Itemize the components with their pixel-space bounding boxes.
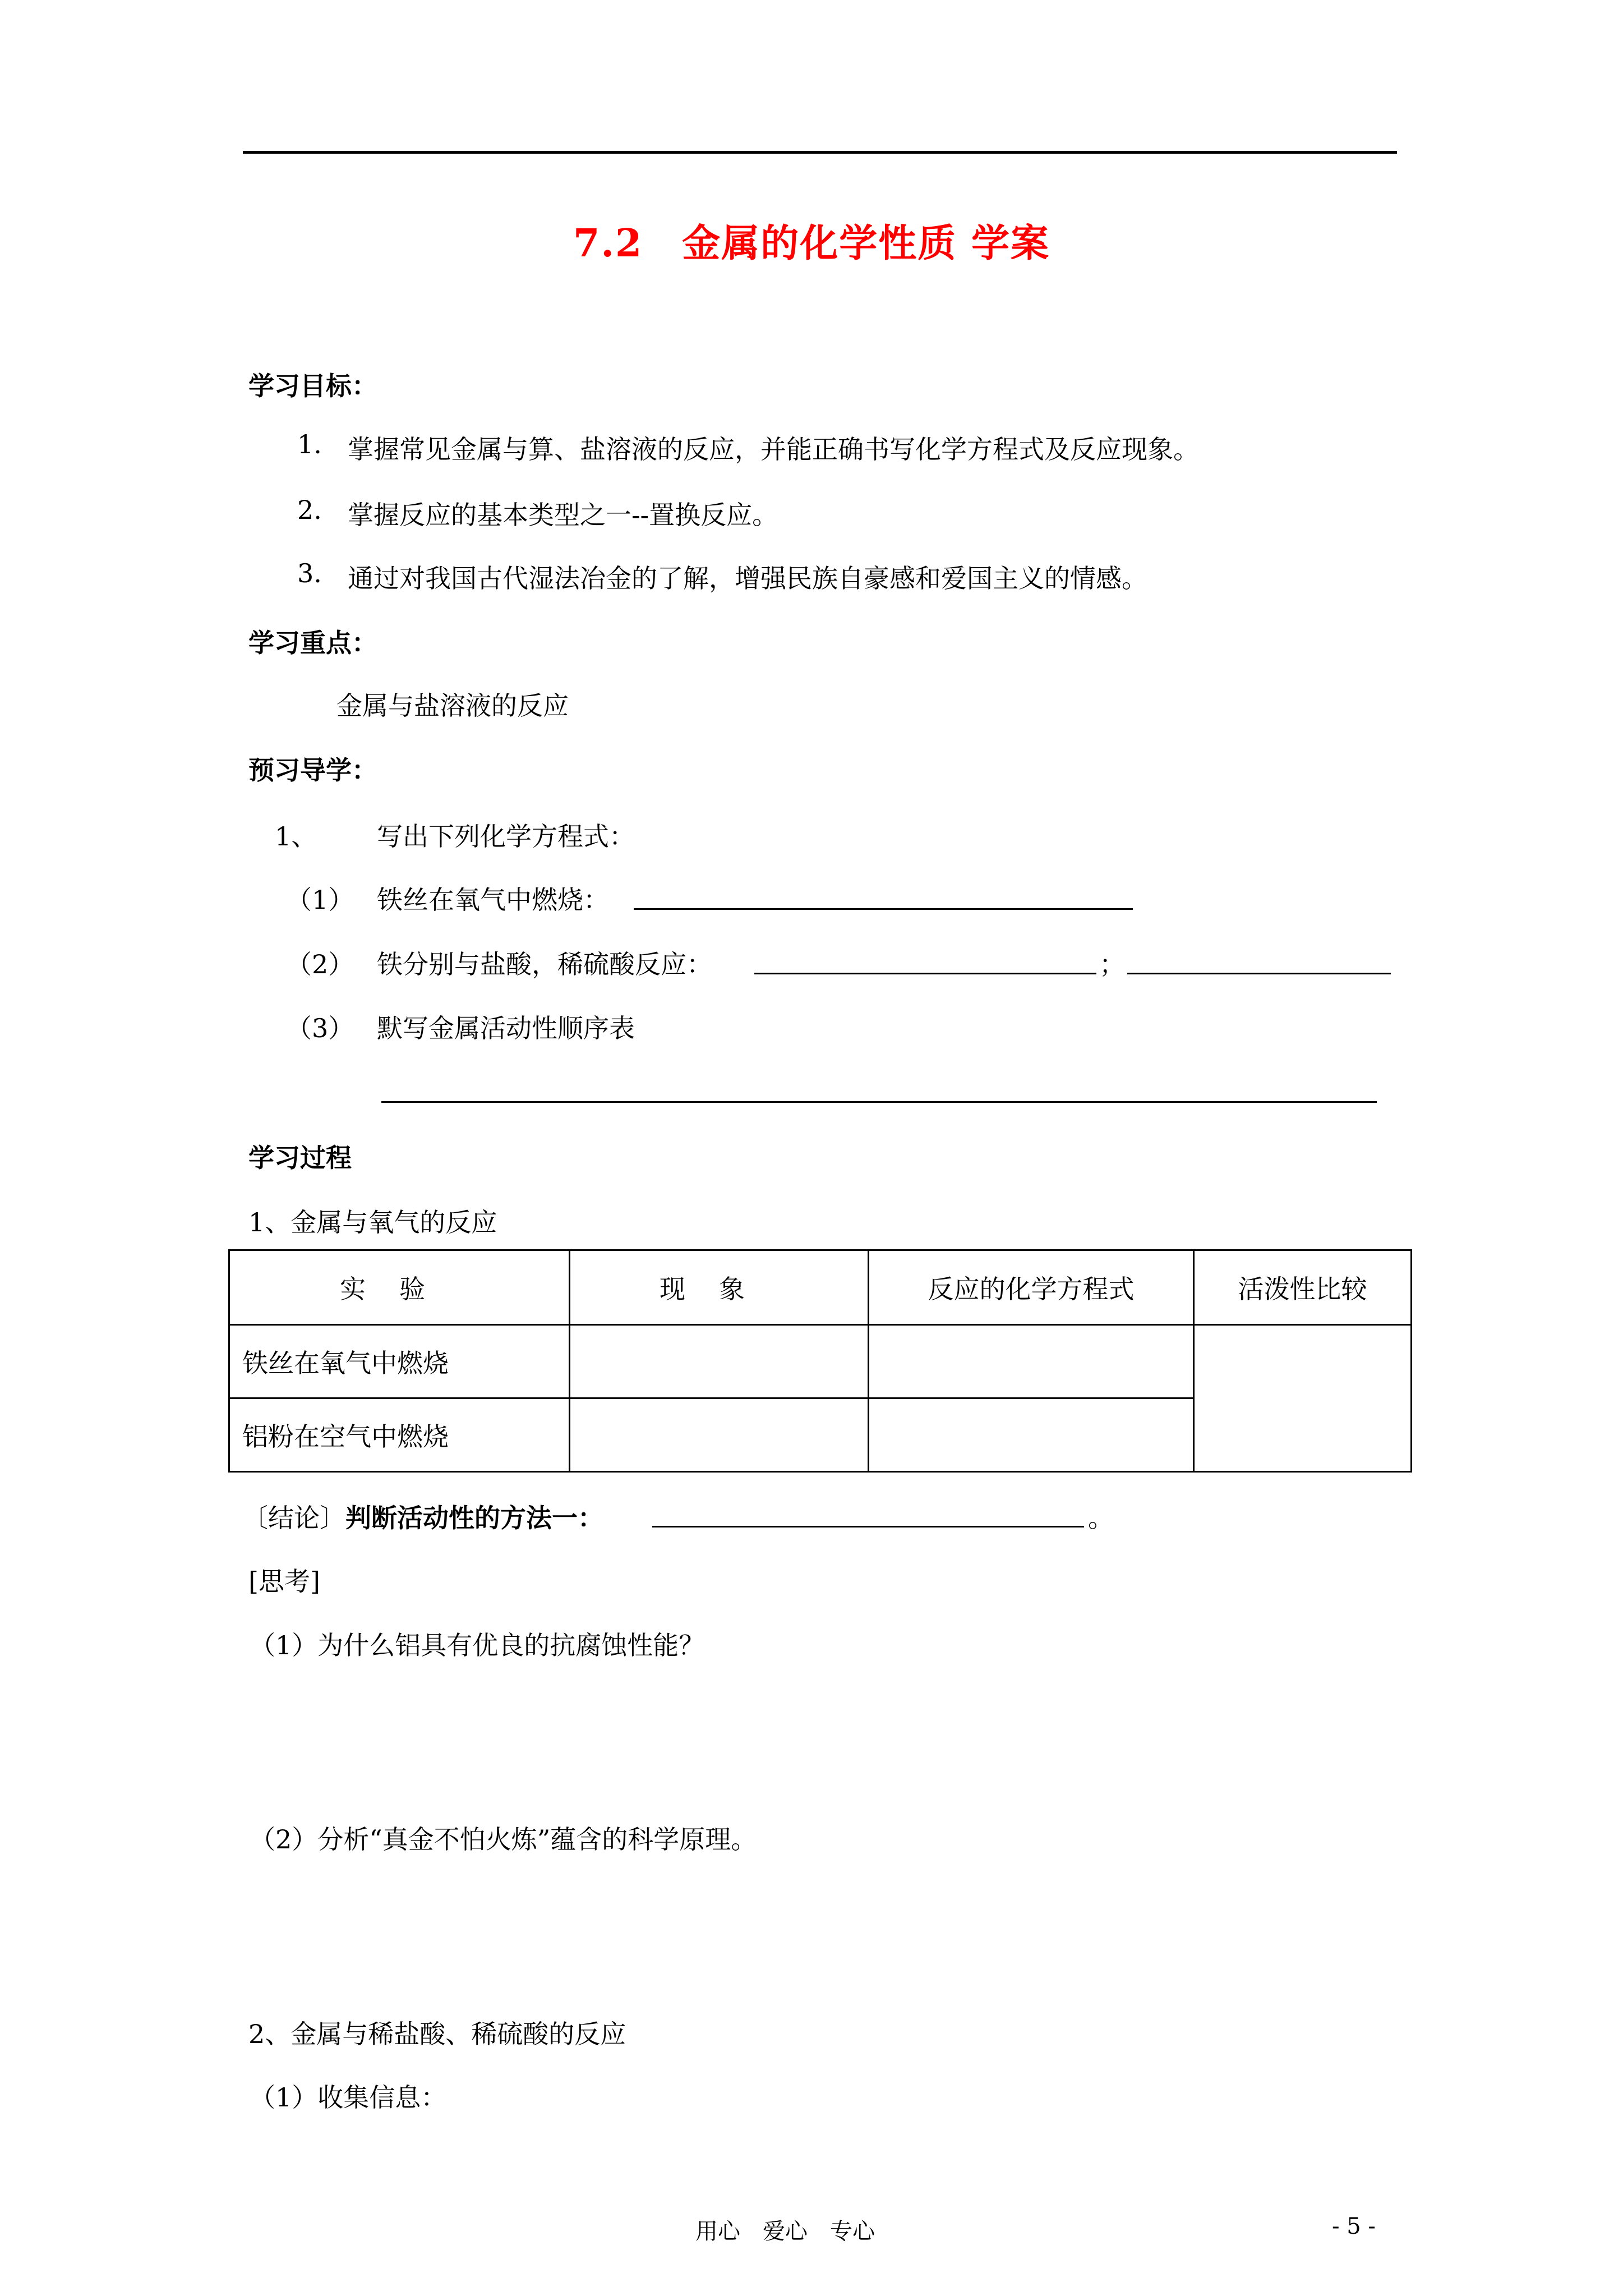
objectives-heading: 学习目标： bbox=[248, 371, 377, 401]
collect-info: （1）收集信息： bbox=[250, 2082, 447, 2113]
blank-sub2b bbox=[1127, 973, 1391, 974]
footer-motto: 用心 爱心 专心 bbox=[695, 2219, 875, 2244]
preview-item1-text: 写出下列化学方程式： bbox=[377, 821, 635, 852]
table-cell: 铁丝在氧气中燃烧 bbox=[229, 1325, 570, 1398]
preview-sub3-num: （3） bbox=[286, 1013, 354, 1043]
header-rule bbox=[243, 151, 1397, 154]
preview-sub2-text: 铁分别与盐酸，稀硫酸反应： bbox=[377, 949, 712, 979]
preview-heading: 预习导学： bbox=[248, 755, 377, 785]
question-2: （2）分析“真金不怕火炼”蕴含的科学原理。 bbox=[250, 1824, 757, 1855]
blank-conclusion bbox=[652, 1526, 1084, 1527]
table-cell: 铝粉在空气中燃烧 bbox=[229, 1398, 570, 1472]
key-points-heading: 学习重点： bbox=[248, 628, 377, 658]
table-cell bbox=[869, 1325, 1194, 1398]
blank-sub1 bbox=[634, 908, 1133, 910]
table-header: 反应的化学方程式 bbox=[869, 1250, 1194, 1325]
preview-sub2-sep: ； bbox=[1099, 949, 1125, 979]
table-cell bbox=[869, 1398, 1194, 1472]
process-heading: 学习过程 bbox=[248, 1143, 352, 1173]
section2-title: 2、金属与稀盐酸、稀硫酸的反应 bbox=[248, 2019, 626, 2049]
objective-num-3: 3. bbox=[297, 558, 322, 588]
conclusion-prefix: 〔结论〕 bbox=[242, 1503, 345, 1533]
table-header: 现象 bbox=[570, 1250, 869, 1325]
table-cell-merged bbox=[1194, 1325, 1412, 1472]
table-header: 实验 bbox=[229, 1250, 570, 1325]
table-cell bbox=[570, 1398, 869, 1472]
section1-title: 1、金属与氧气的反应 bbox=[248, 1207, 497, 1237]
table-header: 活泼性比较 bbox=[1194, 1250, 1412, 1325]
table-header-row bbox=[229, 1250, 1412, 1325]
page-title: 7.2 金属的化学性质 学案 bbox=[573, 221, 1050, 266]
experiment-table bbox=[228, 1249, 1412, 1473]
objective-num-2: 2. bbox=[297, 495, 322, 525]
preview-sub2-num: （2） bbox=[286, 949, 354, 979]
objective-text-2: 掌握反应的基本类型之一--置换反应。 bbox=[348, 500, 778, 530]
objective-text-1: 掌握常见金属与算、盐溶液的反应，并能正确书写化学方程式及反应现象。 bbox=[348, 434, 1199, 464]
page-number: - 5 - bbox=[1332, 2214, 1376, 2239]
blank-sub2a bbox=[754, 973, 1096, 974]
table-cell bbox=[570, 1325, 869, 1398]
preview-item1-num: 1、 bbox=[275, 821, 317, 852]
objective-num-1: 1. bbox=[297, 429, 322, 459]
preview-sub1-text: 铁丝在氧气中燃烧： bbox=[377, 885, 609, 915]
objective-text-3: 通过对我国古代湿法冶金的了解，增强民族自豪感和爱国主义的情感。 bbox=[348, 563, 1147, 593]
blank-sub3 bbox=[381, 1101, 1377, 1103]
think-label: [思考] bbox=[248, 1566, 320, 1596]
question-1: （1）为什么铝具有优良的抗腐蚀性能？ bbox=[250, 1630, 705, 1660]
preview-sub1-num: （1） bbox=[286, 885, 354, 915]
preview-sub3-text: 默写金属活动性顺序表 bbox=[377, 1013, 635, 1043]
conclusion-end: 。 bbox=[1088, 1503, 1114, 1533]
conclusion-line bbox=[242, 1498, 603, 1535]
key-points-text: 金属与盐溶液的反应 bbox=[336, 691, 569, 721]
table-row bbox=[229, 1325, 1412, 1398]
conclusion-bold: 判断活动性的方法一： bbox=[345, 1503, 603, 1533]
